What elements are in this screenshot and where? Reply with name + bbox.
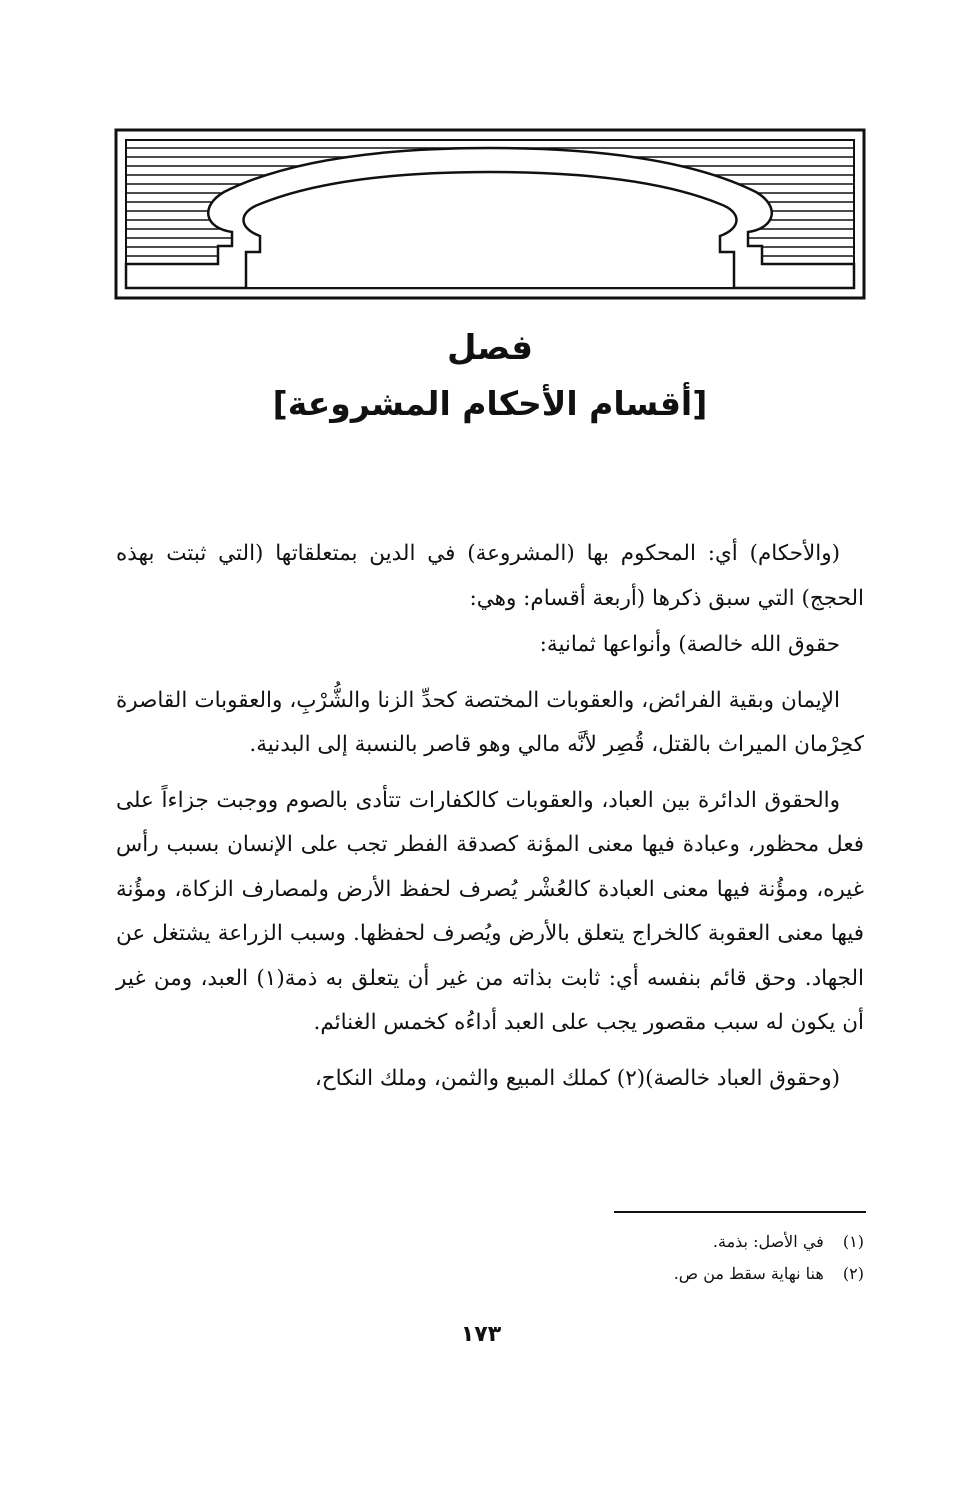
footnote-separator xyxy=(614,1211,866,1213)
footnotes xyxy=(116,1226,864,1290)
body-text xyxy=(116,532,864,1112)
footnote-number: (٢) xyxy=(842,1264,864,1283)
footnote-text: هنا نهاية سقط من ص. xyxy=(673,1264,824,1283)
paragraph: الإيمان وبقية الفرائض، والعقوبات المختصة كحدِّ الزنا والشُّرْبِ، والعقوبات القاصرة كحِرْمان الميراث بالقتل، قُصِر لأنَّه مالي وهو قاصر بالنسبة إلى البدنية. xyxy=(116,687,864,757)
paragraph: (وحقوق العباد خالصة)(٢) كملك المبيع والثمن، وملك النكاح، xyxy=(314,1065,840,1091)
footnote-item xyxy=(116,1258,864,1290)
paragraph: والحقوق الدائرة بين العباد، والعقوبات كالكفارات تتأدى بالصوم ووجبت جزاءاً على فعل محظور، وعبادة فيها معنى المؤنة كصدقة الفطر تجب على الإنسان بسبب رأس غيره، ومؤُنة فيها معنى العبادة كالعُشْر يُصرف لحفظ الأرض ولمصارف الزكاة، ومؤُنة فيها معنى العقوبة كالخراج يتعلق بالأرض ويُصرف لحفظها. وسبب الزراعة يشتغل عن الجهاد. وحق قائم بنفسه أي: ثابت بذاته من غير أن يتعلق به ذمة(١) العبد، ومن غير أن يكون له سبب مقصور يجب على العبد أداءُه كخمس الغنائم. xyxy=(116,787,865,1035)
section-heading: فصل xyxy=(446,328,534,368)
header-arch-ornament xyxy=(114,128,866,300)
footnote-item xyxy=(116,1226,864,1258)
section-title: [أقسام الأحكام المشروعة] xyxy=(272,384,708,423)
paragraph: (والأحكام) أي: المحكوم بها (المشروعة) في الدين بمتعلقاتها (التي ثبتت بهذه الحجج) التي سبق ذكرها (أربعة أقسام: وهي: xyxy=(116,541,864,611)
paragraph: حقوق الله خالصة) وأنواعها ثمانية: xyxy=(539,632,840,657)
footnote-text: في الأصل: بذمة. xyxy=(712,1232,824,1251)
page-number: ١٧٣ xyxy=(460,1322,502,1347)
footnote-number: (١) xyxy=(842,1232,864,1251)
